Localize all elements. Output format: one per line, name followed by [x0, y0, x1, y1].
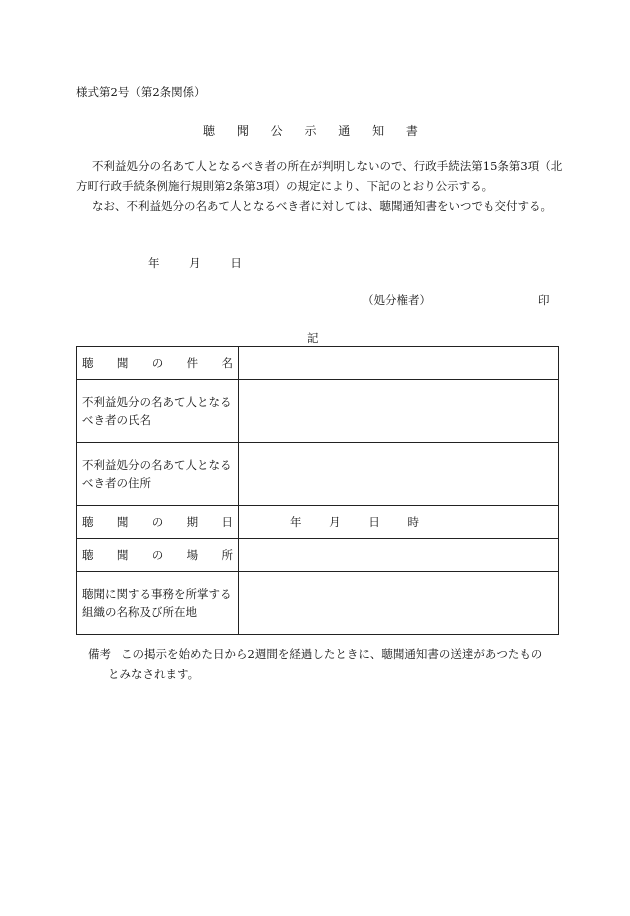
date-day-unit: 日	[230, 256, 242, 270]
remark-label: 備考	[88, 647, 111, 661]
hearing-hour-unit: 時	[407, 515, 419, 529]
table-row	[77, 506, 559, 539]
addressee-address-label: 不利益処分の名あて人となるべき者の住所	[77, 443, 239, 506]
date-year-unit: 年	[148, 256, 160, 270]
issue-date	[148, 255, 268, 271]
table-row	[77, 347, 559, 380]
hearing-date-label: 聴 聞 の 期 日	[77, 506, 239, 539]
form-number: 様式第2号（第2条関係）	[76, 85, 206, 99]
table-row	[77, 380, 559, 443]
addressee-name-label: 不利益処分の名あて人となるべき者の氏名	[77, 380, 239, 443]
hearing-date-value	[239, 506, 559, 539]
table-row	[77, 443, 559, 506]
hearing-place-value	[239, 539, 559, 572]
remark-text-line1: この掲示を始めた日から2週間を経過したときに、聴聞通知書の送達があつたもの	[121, 647, 543, 661]
table-row	[77, 539, 559, 572]
date-month-unit: 月	[189, 256, 201, 270]
notice-paragraph-2: なお、不利益処分の名あて人となるべき者に対しては、聴聞通知書をいつでも交付する。	[92, 199, 552, 213]
organization-value	[239, 572, 559, 635]
addressee-name-value	[239, 380, 559, 443]
hearing-year-unit: 年	[290, 515, 302, 529]
addressee-address-value	[239, 443, 559, 506]
table-row	[77, 572, 559, 635]
hearing-place-label: 聴 聞 の 場 所	[77, 539, 239, 572]
seal-mark: 印	[538, 293, 550, 307]
document-title: 聴 聞 公 示 通 知 書	[203, 124, 427, 138]
organization-label: 聴聞に関する事務を所掌する組織の名称及び所在地	[77, 572, 239, 635]
authority-label: （処分権者）	[362, 293, 431, 307]
hearing-month-unit: 月	[329, 515, 341, 529]
remark-text-line2: とみなされます。	[108, 667, 200, 681]
ki-label: 記	[307, 331, 319, 345]
notice-paragraph-1: 不利益処分の名あて人となるべき者の所在が判明しないので、行政手続法第15条第3項（北方町行政手続条例施行規則第2条第3項）の規定により、下記のとおり公示する。	[76, 159, 563, 193]
hearing-subject-label: 聴 聞 の 件 名	[77, 347, 239, 380]
remark	[88, 644, 558, 684]
hearing-details-table	[76, 346, 559, 635]
hearing-subject-value	[239, 347, 559, 380]
hearing-day-unit: 日	[368, 515, 380, 529]
